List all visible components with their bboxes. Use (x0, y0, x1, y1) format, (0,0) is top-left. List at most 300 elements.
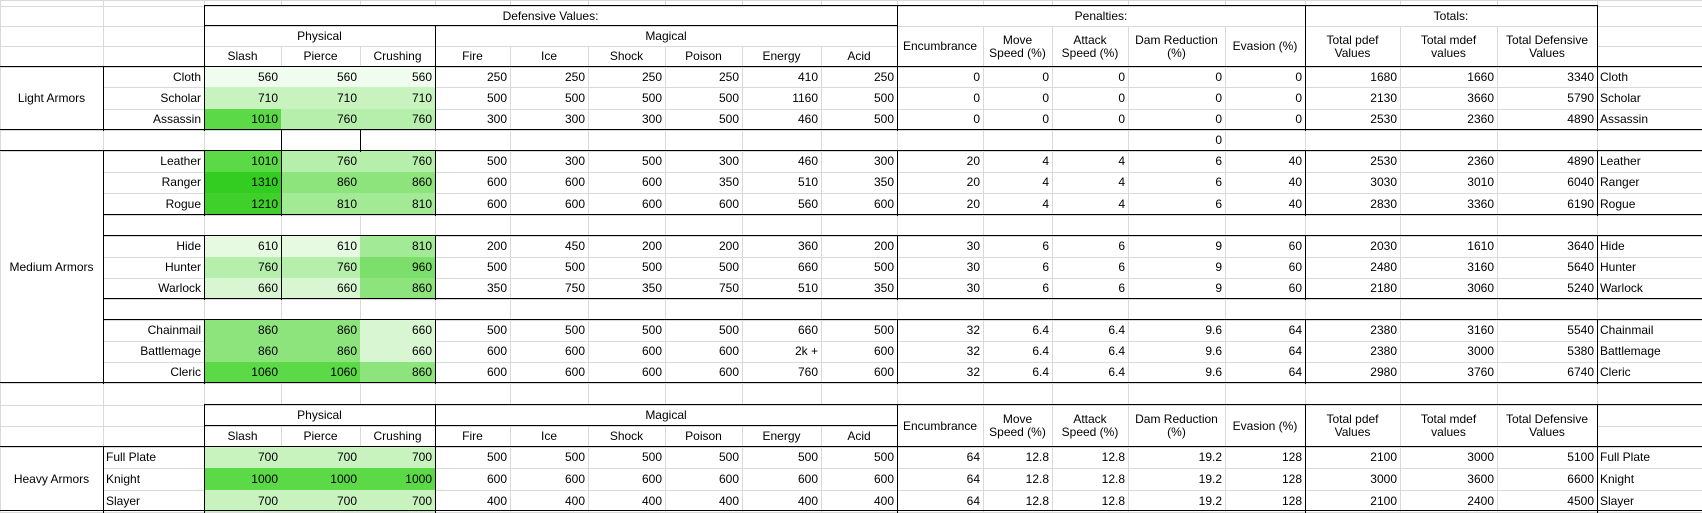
cell-fire[interactable]: 500 (486, 323, 507, 338)
column-header-pierce[interactable]: Pierce (303, 429, 338, 444)
cell-slash[interactable]: 860 (204, 341, 281, 362)
cell-energy[interactable]: 660 (797, 260, 818, 275)
cell-atk[interactable]: 4 (1118, 154, 1125, 169)
cell-slash[interactable]: 1000 (204, 468, 281, 490)
row-label-echo[interactable]: Full Plate (1600, 450, 1651, 465)
cell-shock[interactable]: 250 (641, 69, 662, 84)
column-header-encumbrance[interactable]: Encumbrance (902, 39, 978, 54)
cell-total[interactable]: 6600 (1567, 471, 1594, 486)
column-header-crushing[interactable]: Crushing (373, 49, 422, 64)
cell-slash[interactable]: 1310 (204, 172, 281, 193)
cell-move[interactable]: 6.4 (1032, 344, 1049, 359)
group-header-magical[interactable]: Magical (645, 408, 687, 423)
cell-pdef[interactable]: 3000 (1370, 471, 1397, 486)
cell-acid[interactable]: 500 (873, 260, 894, 275)
column-header-shock[interactable]: Shock (609, 429, 644, 444)
cell-pierce[interactable]: 760 (281, 257, 360, 278)
column-header-total-pdef[interactable]: Total pdef Values (1326, 412, 1379, 439)
cell-dam[interactable]: 19.2 (1198, 493, 1222, 508)
column-header-evasion[interactable]: Evasion (%) (1232, 418, 1298, 433)
cell-shock[interactable]: 300 (641, 112, 662, 127)
cell-poison[interactable]: 500 (718, 90, 739, 105)
cell-move[interactable]: 6.4 (1032, 323, 1049, 338)
cell-mdef[interactable]: 1610 (1467, 239, 1494, 254)
cell-pierce[interactable]: 1000 (281, 468, 360, 490)
cell-fire[interactable]: 500 (486, 260, 507, 275)
cell-total[interactable]: 5240 (1567, 281, 1594, 296)
cell-dam[interactable]: 9.6 (1205, 344, 1222, 359)
cell-atk[interactable]: 6 (1118, 239, 1125, 254)
column-header-slash[interactable]: Slash (227, 49, 258, 64)
cell-shock[interactable]: 500 (641, 323, 662, 338)
cell-poison[interactable]: 600 (718, 471, 739, 486)
cell-fire[interactable]: 350 (486, 281, 507, 296)
cell-ice[interactable]: 600 (564, 196, 585, 211)
cell-acid[interactable]: 200 (873, 239, 894, 254)
cell-ice[interactable]: 500 (564, 260, 585, 275)
cell-energy[interactable]: 500 (797, 450, 818, 465)
cell-eva[interactable]: 64 (1288, 365, 1302, 380)
group-header-magical[interactable]: Magical (645, 28, 687, 43)
cell-poison[interactable]: 500 (718, 260, 739, 275)
column-header-dam-reduction[interactable]: Dam Reduction (%) (1135, 32, 1218, 60)
cell-pierce[interactable]: 710 (281, 87, 360, 109)
cell-enc[interactable]: 0 (973, 112, 980, 127)
row-label[interactable]: Battlemage (140, 344, 201, 359)
cell-atk[interactable]: 0 (1118, 69, 1125, 84)
cell-fire[interactable]: 600 (486, 471, 507, 486)
row-label[interactable]: Cleric (170, 365, 201, 380)
row-label-echo[interactable]: Knight (1600, 471, 1635, 486)
cell-shock[interactable]: 500 (641, 450, 662, 465)
cell-slash[interactable]: 560 (204, 67, 281, 87)
cell-dam[interactable]: 9 (1215, 260, 1222, 275)
cell-total[interactable]: 5540 (1567, 323, 1594, 338)
cell-mdef[interactable]: 3010 (1467, 175, 1494, 190)
cell-enc[interactable]: 20 (966, 175, 980, 190)
cell-shock[interactable]: 600 (641, 471, 662, 486)
cell-enc[interactable]: 64 (966, 471, 980, 486)
cell-ice[interactable]: 600 (564, 344, 585, 359)
cell-dam[interactable]: 6 (1215, 175, 1222, 190)
cell-fire[interactable]: 200 (486, 239, 507, 254)
column-header-energy[interactable]: Energy (762, 49, 801, 64)
cell-dam[interactable]: 0 (1215, 90, 1222, 105)
cell-acid[interactable]: 600 (873, 196, 894, 211)
cell-atk[interactable]: 6.4 (1108, 365, 1125, 380)
cell-shock[interactable]: 500 (641, 260, 662, 275)
cell-dam[interactable]: 9.6 (1205, 365, 1222, 380)
cell-pierce[interactable]: 700 (281, 447, 360, 468)
cell-eva[interactable]: 60 (1288, 239, 1302, 254)
cell-poison[interactable]: 250 (718, 69, 739, 84)
cell-ice[interactable]: 450 (564, 239, 585, 254)
cell-energy[interactable]: 1160 (792, 90, 818, 105)
column-header-energy[interactable]: Energy (762, 429, 801, 444)
cell-eva[interactable]: 0 (1295, 112, 1302, 127)
cell-mdef[interactable]: 3000 (1467, 344, 1494, 359)
cell-fire[interactable]: 400 (486, 493, 507, 508)
cell-slash[interactable]: 700 (204, 490, 281, 512)
cell-enc[interactable]: 20 (966, 154, 980, 169)
row-label[interactable]: Hide (176, 239, 201, 254)
cell-pierce[interactable]: 860 (281, 320, 360, 341)
cell-enc[interactable]: 0 (973, 69, 980, 84)
cell-energy[interactable]: 510 (797, 281, 818, 296)
cell-ice[interactable]: 750 (564, 281, 585, 296)
cell-crushing[interactable]: 860 (360, 278, 435, 299)
group-header-physical[interactable]: Physical (297, 408, 342, 423)
row-label[interactable]: Ranger (161, 175, 201, 190)
cell-mdef[interactable]: 2400 (1467, 493, 1494, 508)
cell-mdef[interactable]: 2360 (1467, 154, 1494, 169)
cell-poison[interactable]: 400 (718, 493, 739, 508)
cell-enc[interactable]: 30 (966, 281, 980, 296)
row-label[interactable]: Knight (106, 471, 141, 486)
cell-enc[interactable]: 20 (966, 196, 980, 211)
cell-ice[interactable]: 600 (564, 365, 585, 380)
cell-enc[interactable]: 32 (966, 323, 980, 338)
cell-ice[interactable]: 500 (564, 450, 585, 465)
cell-eva[interactable]: 40 (1288, 196, 1302, 211)
row-label-echo[interactable]: Warlock (1600, 281, 1643, 296)
cell-dam[interactable]: 0 (1215, 69, 1222, 84)
cell-shock[interactable]: 200 (641, 239, 662, 254)
cell-move[interactable]: 4 (1042, 175, 1049, 190)
cell-slash[interactable]: 700 (204, 447, 281, 468)
column-header-total-def[interactable]: Total Defensive Values (1505, 32, 1589, 60)
cell-energy[interactable]: 560 (797, 196, 818, 211)
cell-slash[interactable]: 610 (204, 236, 281, 257)
cell-dam[interactable]: 9 (1215, 281, 1222, 296)
cell-move[interactable]: 6 (1042, 260, 1049, 275)
stray-value-cell[interactable]: 0 (1215, 133, 1222, 148)
cell-crushing[interactable]: 660 (360, 341, 435, 362)
cell-atk[interactable]: 12.8 (1101, 450, 1125, 465)
cell-energy[interactable]: 660 (797, 323, 818, 338)
row-label-echo[interactable]: Ranger (1600, 175, 1640, 190)
cell-acid[interactable]: 600 (873, 344, 894, 359)
cell-mdef[interactable]: 2360 (1467, 112, 1494, 127)
cell-fire[interactable]: 600 (486, 344, 507, 359)
cell-mdef[interactable]: 3660 (1467, 90, 1494, 105)
cell-ice[interactable]: 500 (564, 90, 585, 105)
cell-acid[interactable]: 500 (873, 90, 894, 105)
cell-pdef[interactable]: 2180 (1370, 281, 1397, 296)
cell-mdef[interactable]: 3000 (1467, 450, 1494, 465)
cell-shock[interactable]: 400 (641, 493, 662, 508)
cell-slash[interactable]: 1010 (204, 151, 281, 172)
cell-crushing[interactable]: 700 (360, 490, 435, 512)
cell-dam[interactable]: 9 (1215, 239, 1222, 254)
cell-crushing[interactable]: 1000 (360, 468, 435, 490)
cell-total[interactable]: 5640 (1567, 260, 1594, 275)
column-header-fire[interactable]: Fire (462, 429, 483, 444)
row-label-echo[interactable]: Assassin (1600, 112, 1649, 127)
column-header-total-mdef[interactable]: Total mdef values (1420, 32, 1477, 60)
section-header-defensive[interactable]: Defensive Values: (502, 8, 599, 23)
cell-fire[interactable]: 500 (486, 154, 507, 169)
row-label-echo[interactable]: Scholar (1600, 90, 1641, 105)
cell-enc[interactable]: 32 (966, 365, 980, 380)
cell-total[interactable]: 5790 (1567, 90, 1594, 105)
cell-crushing[interactable]: 860 (360, 362, 435, 383)
column-header-poison[interactable]: Poison (685, 429, 722, 444)
cell-poison[interactable]: 500 (718, 323, 739, 338)
row-label[interactable]: Scholar (160, 90, 201, 105)
cell-pdef[interactable]: 2380 (1370, 344, 1397, 359)
cell-atk[interactable]: 6.4 (1108, 323, 1125, 338)
cell-acid[interactable]: 600 (873, 365, 894, 380)
cell-dam[interactable]: 0 (1215, 112, 1222, 127)
cell-pdef[interactable]: 2130 (1370, 90, 1397, 105)
column-header-ice[interactable]: Ice (540, 49, 557, 64)
cell-shock[interactable]: 350 (641, 281, 662, 296)
cell-pierce[interactable]: 610 (281, 236, 360, 257)
cell-acid[interactable]: 500 (873, 450, 894, 465)
cell-energy[interactable]: 360 (797, 239, 818, 254)
cell-total[interactable]: 6740 (1567, 365, 1594, 380)
cell-total[interactable]: 4890 (1567, 112, 1594, 127)
cell-energy[interactable]: 760 (797, 365, 818, 380)
row-label[interactable]: Rogue (165, 196, 201, 211)
cell-crushing[interactable]: 860 (360, 172, 435, 193)
cell-shock[interactable]: 600 (641, 175, 662, 190)
cell-total[interactable]: 4500 (1567, 493, 1594, 508)
cell-pierce[interactable]: 810 (281, 193, 360, 215)
cell-move[interactable]: 4 (1042, 196, 1049, 211)
column-header-move-speed[interactable]: Move Speed (%) (989, 32, 1046, 60)
section-header-totals[interactable]: Totals: (1433, 8, 1469, 23)
column-header-acid[interactable]: Acid (847, 429, 871, 444)
row-label-echo[interactable]: Battlemage (1600, 344, 1661, 359)
row-label-echo[interactable]: Hunter (1600, 260, 1637, 275)
column-header-shock[interactable]: Shock (609, 49, 644, 64)
cell-fire[interactable]: 600 (486, 365, 507, 380)
column-header-attack-speed[interactable]: Attack Speed (%) (1061, 32, 1119, 60)
cell-move[interactable]: 0 (1042, 69, 1049, 84)
cell-eva[interactable]: 128 (1281, 493, 1302, 508)
cell-atk[interactable]: 12.8 (1101, 471, 1125, 486)
cell-crushing[interactable]: 560 (360, 67, 435, 87)
cell-pierce[interactable]: 860 (281, 172, 360, 193)
column-header-move-speed[interactable]: Move Speed (%) (989, 412, 1046, 439)
column-header-crushing[interactable]: Crushing (373, 429, 422, 444)
cell-enc[interactable]: 30 (966, 260, 980, 275)
column-header-attack-speed[interactable]: Attack Speed (%) (1061, 412, 1119, 439)
cell-eva[interactable]: 0 (1295, 90, 1302, 105)
cell-slash[interactable]: 1010 (204, 109, 281, 130)
cell-eva[interactable]: 64 (1288, 344, 1302, 359)
column-header-ice[interactable]: Ice (540, 429, 557, 444)
cell-acid[interactable]: 250 (873, 69, 894, 84)
category-heavy-armors[interactable]: Heavy Armors (13, 472, 90, 487)
column-header-dam-reduction[interactable]: Dam Reduction (%) (1135, 412, 1218, 439)
cell-fire[interactable]: 500 (486, 90, 507, 105)
cell-pdef[interactable]: 2100 (1370, 450, 1397, 465)
cell-ice[interactable]: 300 (564, 154, 585, 169)
cell-energy[interactable]: 460 (797, 154, 818, 169)
column-header-pierce[interactable]: Pierce (303, 49, 338, 64)
cell-energy[interactable]: 400 (797, 493, 818, 508)
cell-pierce[interactable]: 560 (281, 67, 360, 87)
cell-atk[interactable]: 6 (1118, 260, 1125, 275)
cell-fire[interactable]: 300 (486, 112, 507, 127)
cell-pdef[interactable]: 2530 (1370, 112, 1397, 127)
cell-move[interactable]: 12.8 (1025, 493, 1049, 508)
cell-fire[interactable]: 250 (486, 69, 507, 84)
category-light-armors[interactable]: Light Armors (17, 91, 86, 106)
cell-pierce[interactable]: 860 (281, 341, 360, 362)
cell-enc[interactable]: 30 (966, 239, 980, 254)
column-header-evasion[interactable]: Evasion (%) (1232, 39, 1298, 54)
cell-move[interactable]: 6.4 (1032, 365, 1049, 380)
cell-crushing[interactable]: 700 (360, 447, 435, 468)
row-label-echo[interactable]: Leather (1600, 154, 1641, 169)
column-header-slash[interactable]: Slash (227, 429, 258, 444)
group-header-physical[interactable]: Physical (297, 28, 342, 43)
column-header-poison[interactable]: Poison (685, 49, 722, 64)
cell-total[interactable]: 3340 (1567, 69, 1594, 84)
cell-mdef[interactable]: 3760 (1467, 365, 1494, 380)
cell-slash[interactable]: 1210 (204, 193, 281, 215)
cell-dam[interactable]: 19.2 (1198, 471, 1222, 486)
row-label-echo[interactable]: Cloth (1600, 69, 1629, 84)
cell-fire[interactable]: 600 (486, 175, 507, 190)
cell-pdef[interactable]: 2480 (1370, 260, 1397, 275)
cell-move[interactable]: 6 (1042, 239, 1049, 254)
cell-acid[interactable]: 350 (873, 175, 894, 190)
row-label[interactable]: Hunter (164, 260, 201, 275)
cell-atk[interactable]: 6 (1118, 281, 1125, 296)
cell-crushing[interactable]: 810 (360, 193, 435, 215)
cell-poison[interactable]: 600 (718, 344, 739, 359)
cell-move[interactable]: 4 (1042, 154, 1049, 169)
column-header-total-pdef[interactable]: Total pdef Values (1326, 32, 1379, 60)
cell-ice[interactable]: 400 (564, 493, 585, 508)
row-label-echo[interactable]: Slayer (1600, 493, 1635, 508)
cell-shock[interactable]: 600 (641, 344, 662, 359)
cell-energy[interactable]: 600 (797, 471, 818, 486)
cell-poison[interactable]: 200 (718, 239, 739, 254)
cell-fire[interactable]: 600 (486, 196, 507, 211)
cell-crushing[interactable]: 710 (360, 87, 435, 109)
row-label[interactable]: Cloth (172, 69, 201, 84)
section-header-penalties[interactable]: Penalties: (1074, 8, 1128, 23)
cell-mdef[interactable]: 3600 (1467, 471, 1494, 486)
cell-mdef[interactable]: 3160 (1467, 260, 1494, 275)
cell-crushing[interactable]: 660 (360, 320, 435, 341)
cell-shock[interactable]: 500 (641, 90, 662, 105)
cell-dam[interactable]: 6 (1215, 196, 1222, 211)
category-medium-armors[interactable]: Medium Armors (9, 259, 94, 274)
row-label[interactable]: Warlock (158, 281, 201, 296)
cell-total[interactable]: 6190 (1567, 196, 1594, 211)
cell-pierce[interactable]: 700 (281, 490, 360, 512)
row-label[interactable]: Leather (160, 154, 201, 169)
cell-fire[interactable]: 500 (486, 450, 507, 465)
cell-energy[interactable]: 410 (797, 69, 818, 84)
cell-total[interactable]: 4890 (1567, 154, 1594, 169)
cell-acid[interactable]: 350 (873, 281, 894, 296)
cell-move[interactable]: 6 (1042, 281, 1049, 296)
cell-pdef[interactable]: 2030 (1370, 239, 1397, 254)
cell-poison[interactable]: 500 (718, 450, 739, 465)
cell-enc[interactable]: 32 (966, 344, 980, 359)
cell-energy[interactable]: 2k + (794, 344, 818, 359)
cell-poison[interactable]: 600 (718, 196, 739, 211)
cell-atk[interactable]: 12.8 (1101, 493, 1125, 508)
cell-crushing[interactable]: 960 (360, 257, 435, 278)
cell-energy[interactable]: 460 (797, 112, 818, 127)
cell-acid[interactable]: 600 (873, 471, 894, 486)
cell-ice[interactable]: 300 (564, 112, 585, 127)
column-header-fire[interactable]: Fire (462, 49, 483, 64)
cell-acid[interactable]: 400 (873, 493, 894, 508)
cell-poison[interactable]: 600 (718, 365, 739, 380)
cell-mdef[interactable]: 3360 (1467, 196, 1494, 211)
column-header-acid[interactable]: Acid (847, 49, 871, 64)
row-label[interactable]: Chainmail (147, 323, 201, 338)
cell-eva[interactable]: 128 (1281, 450, 1302, 465)
cell-poison[interactable]: 300 (718, 154, 739, 169)
cell-total[interactable]: 5380 (1567, 344, 1594, 359)
cell-dam[interactable]: 19.2 (1198, 450, 1222, 465)
cell-pierce[interactable]: 760 (281, 109, 360, 130)
row-label[interactable]: Full Plate (106, 450, 157, 465)
cell-total[interactable]: 3640 (1567, 239, 1594, 254)
cell-total[interactable]: 5100 (1567, 450, 1594, 465)
cell-pdef[interactable]: 2100 (1370, 493, 1397, 508)
cell-pierce[interactable]: 660 (281, 278, 360, 299)
cell-slash[interactable]: 1060 (204, 362, 281, 383)
cell-pdef[interactable]: 3030 (1370, 175, 1397, 190)
cell-slash[interactable]: 760 (204, 257, 281, 278)
cell-eva[interactable]: 40 (1288, 175, 1302, 190)
cell-eva[interactable]: 64 (1288, 323, 1302, 338)
cell-eva[interactable]: 60 (1288, 281, 1302, 296)
cell-crushing[interactable]: 760 (360, 109, 435, 130)
cell-mdef[interactable]: 3160 (1467, 323, 1494, 338)
row-label-echo[interactable]: Chainmail (1600, 323, 1654, 338)
cell-mdef[interactable]: 3060 (1467, 281, 1494, 296)
cell-pdef[interactable]: 2530 (1370, 154, 1397, 169)
cell-pdef[interactable]: 1680 (1370, 69, 1397, 84)
cell-atk[interactable]: 0 (1118, 112, 1125, 127)
cell-slash[interactable]: 860 (204, 320, 281, 341)
column-header-encumbrance[interactable]: Encumbrance (902, 418, 978, 433)
cell-dam[interactable]: 9.6 (1205, 323, 1222, 338)
cell-poison[interactable]: 350 (718, 175, 739, 190)
cell-acid[interactable]: 500 (873, 112, 894, 127)
cell-pierce[interactable]: 760 (281, 151, 360, 172)
cell-move[interactable]: 0 (1042, 112, 1049, 127)
cell-eva[interactable]: 60 (1288, 260, 1302, 275)
cell-crushing[interactable]: 810 (360, 236, 435, 257)
cell-enc[interactable]: 64 (966, 493, 980, 508)
cell-shock[interactable]: 500 (641, 154, 662, 169)
cell-eva[interactable]: 40 (1288, 154, 1302, 169)
row-label[interactable]: Assassin (152, 112, 201, 127)
cell-eva[interactable]: 128 (1281, 471, 1302, 486)
row-label-echo[interactable]: Rogue (1600, 196, 1636, 211)
cell-shock[interactable]: 600 (641, 365, 662, 380)
cell-ice[interactable]: 600 (564, 175, 585, 190)
cell-dam[interactable]: 6 (1215, 154, 1222, 169)
cell-move[interactable]: 12.8 (1025, 450, 1049, 465)
row-label-echo[interactable]: Cleric (1600, 365, 1631, 380)
cell-pdef[interactable]: 2830 (1370, 196, 1397, 211)
